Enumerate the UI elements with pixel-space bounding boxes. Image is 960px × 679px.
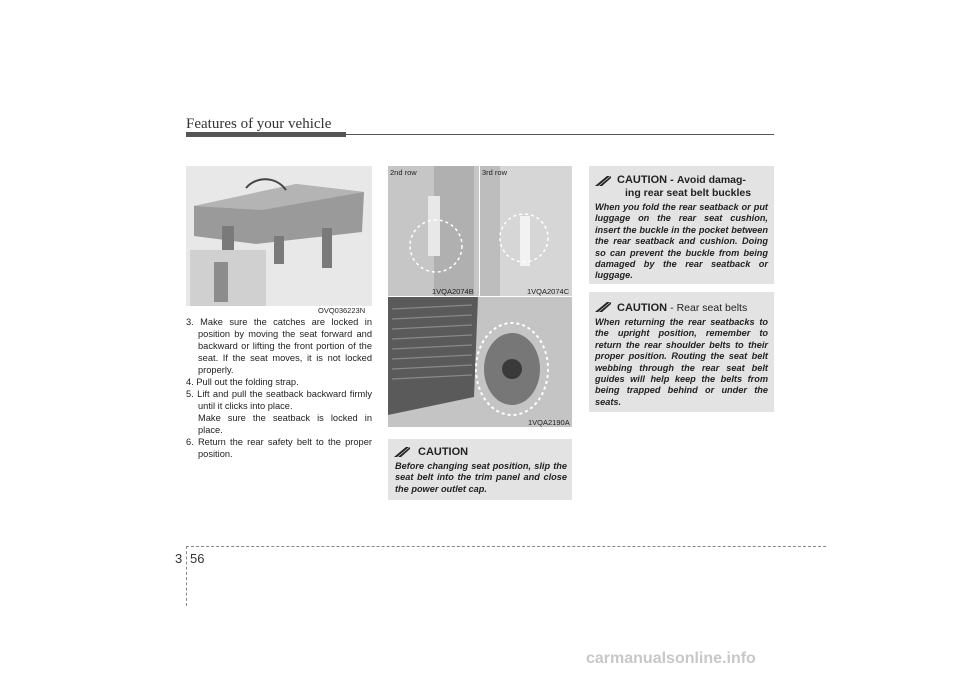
watermark: carmanualsonline.info bbox=[586, 650, 756, 667]
caution-buckles-body: When you fold the rear seatback or put luggage on the rear seat cushion, insert the buckle in the pocket between the rear seatback and cushion. Doing so can prevent the buckle from being damaged by the rear seatback or luggage. bbox=[595, 202, 768, 281]
belt-2nd-row-drawing bbox=[388, 166, 479, 296]
chapter-number: 3 bbox=[175, 551, 183, 566]
caution-outlet-title: CAUTION bbox=[418, 446, 469, 458]
belt-3rd-row-photo bbox=[480, 166, 572, 296]
footer-divider bbox=[186, 546, 187, 606]
page-number: 56 bbox=[190, 551, 205, 566]
belt-2nd-row-label: 2nd row bbox=[390, 168, 417, 177]
step-5: 5. Lift and pull the seatback backward firmly until it clicks into place. bbox=[186, 389, 372, 411]
belt-3rd-row-label: 3rd row bbox=[482, 168, 508, 177]
belt-2nd-row-photo bbox=[388, 166, 479, 296]
step-3: 3. Make sure the catches are locked in position by moving the seat forward and backward or lifting the front portion of the seat. If the seat moves, it is not locked properly. bbox=[186, 317, 372, 375]
cargo-outlet-drawing bbox=[388, 297, 572, 427]
step-5-note: Make sure the seatback is locked in place. bbox=[198, 413, 372, 435]
caution-belts-prefix: CAUTION bbox=[617, 302, 668, 314]
caution-pencil-icon bbox=[595, 176, 611, 186]
caution-buckles-line1: Avoid damag- bbox=[676, 174, 746, 186]
caution-belts-suffix: - Rear seat belts bbox=[670, 302, 748, 314]
seat-figure-code: OVQ036223N bbox=[318, 306, 366, 315]
caution-pencil-icon bbox=[595, 302, 611, 312]
seat-drawing bbox=[186, 166, 372, 306]
page-header-title: Features of your vehicle bbox=[186, 116, 332, 132]
caution-buckles-title bbox=[617, 174, 773, 200]
seat-illustration bbox=[186, 166, 372, 306]
header-rule bbox=[346, 134, 774, 135]
caution-buckles-line2: ing rear seat belt buckles bbox=[625, 187, 752, 199]
steps-column bbox=[186, 316, 372, 460]
caution-belts-title bbox=[617, 302, 773, 314]
caution-box-outlet bbox=[388, 439, 572, 500]
step-6: 6. Return the rear safety belt to the proper position. bbox=[186, 437, 372, 459]
cargo-outlet-code: 1VQA2190A bbox=[528, 418, 570, 427]
step-4: 4. Pull out the folding strap. bbox=[186, 377, 299, 387]
belt-2nd-row-code: 1VQA2074B bbox=[432, 287, 474, 296]
caution-buckles-prefix: CAUTION - bbox=[617, 174, 674, 186]
belt-3rd-row-drawing bbox=[480, 166, 572, 296]
caution-box-buckles bbox=[589, 166, 774, 284]
cargo-outlet-photo bbox=[388, 297, 572, 427]
header-bar bbox=[186, 132, 346, 137]
footer-rule bbox=[186, 546, 826, 547]
caution-belts-body: When returning the rear seatbacks to the upright position, remember to return the rear shoulder belts to their proper position. Routing the seat belt webbing through the rear seat belt guides will help keep the belts from being trapped behind or under the seats. bbox=[595, 317, 768, 407]
caution-box-belts bbox=[589, 292, 774, 412]
caution-pencil-icon bbox=[394, 447, 410, 457]
caution-outlet-body: Before changing seat position, slip the seat belt into the trim panel and close the power outlet cap. bbox=[395, 461, 567, 494]
belt-3rd-row-code: 1VQA2074C bbox=[527, 287, 570, 296]
